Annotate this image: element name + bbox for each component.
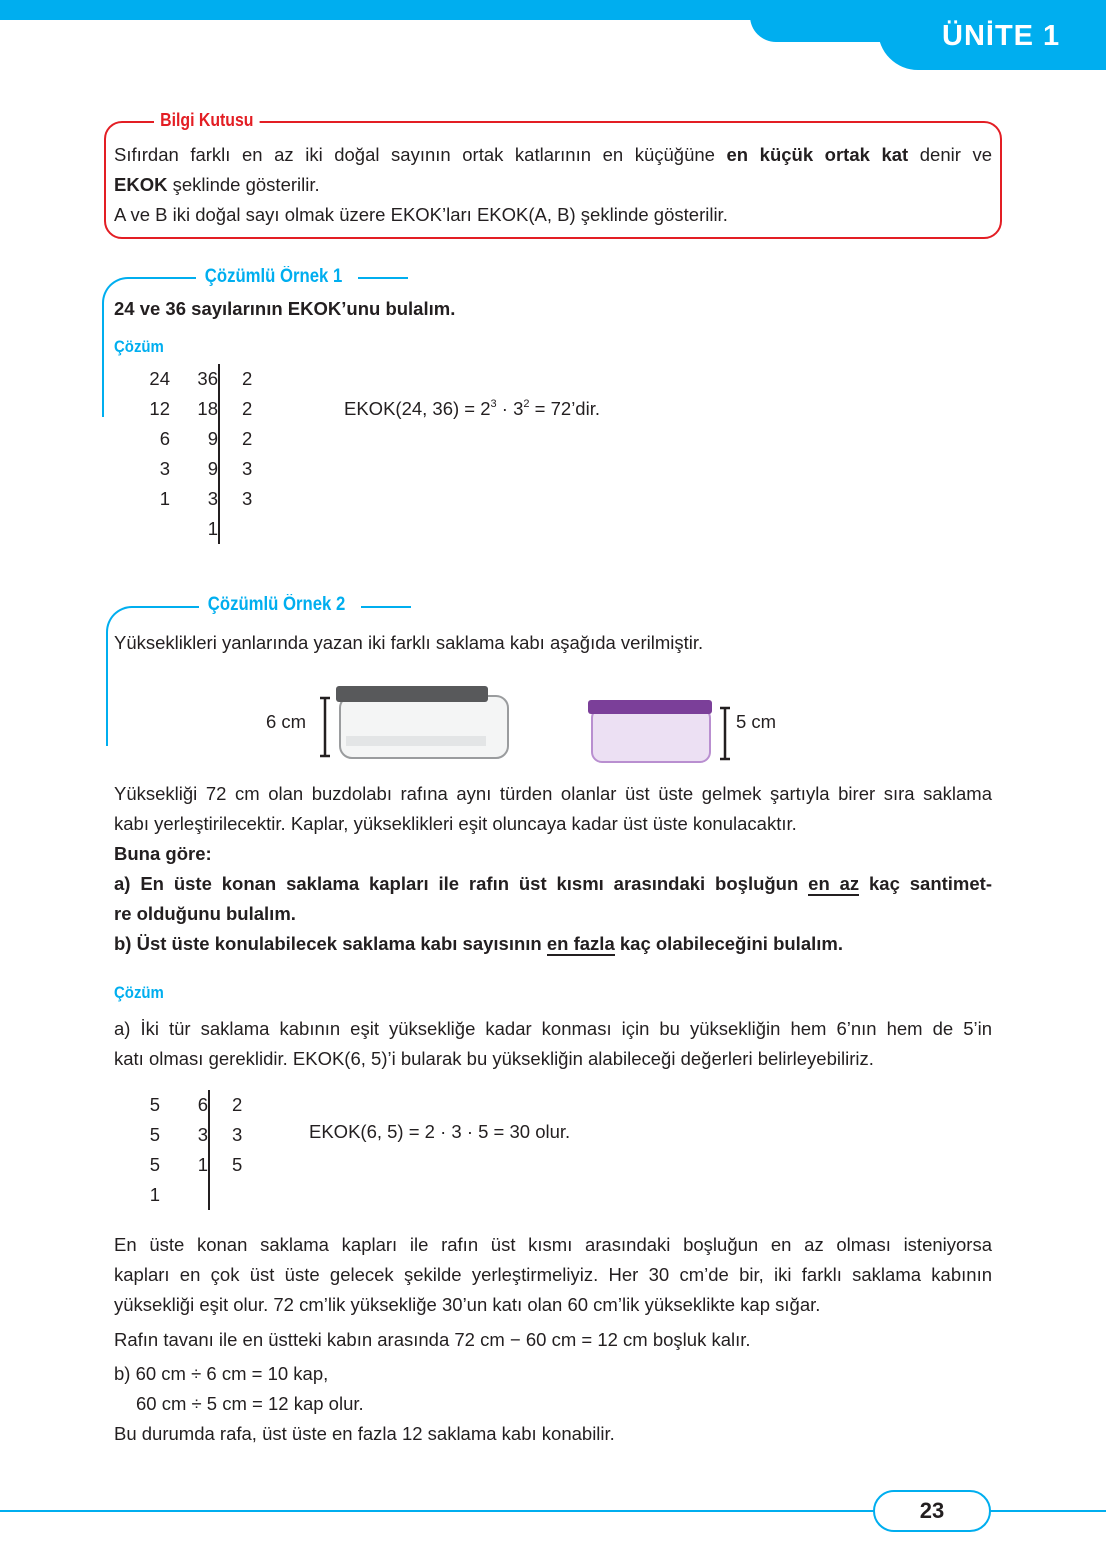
text: Buna göre:: [114, 843, 212, 864]
ladder-cell: 2: [218, 364, 264, 394]
example1-title: Çözümlü Örnek 1: [196, 266, 351, 288]
ladder-cell: 3: [159, 458, 170, 479]
example2-result: EKOK(6, 5) = 2 · 3 · 5 = 30 olur.: [309, 1121, 571, 1142]
unit-label: ÜNİTE 1: [942, 20, 1061, 52]
solution-label: Çözüm: [114, 983, 164, 1002]
page-number: 23: [873, 1490, 991, 1532]
ladder-cell: 2: [208, 1090, 254, 1120]
term: en küçük ortak kat: [726, 144, 909, 165]
ladder-cell: 3: [218, 454, 264, 484]
underlined: en fazla: [546, 933, 615, 954]
ladder-cell: 1: [197, 1154, 208, 1175]
ladder-cell: 5: [149, 1094, 160, 1115]
container2-image: [586, 696, 736, 766]
ladder-cell: 1: [207, 518, 218, 539]
ladder-cell: [140, 514, 170, 544]
example1-question: 24 ve 36 sayılarının EKOK’unu bulalım.: [114, 298, 456, 319]
ladder-cell: 18: [197, 398, 218, 419]
ladder-cell: 9: [207, 458, 218, 479]
ladder-cell: 2: [218, 424, 264, 454]
ladder-cell: 3: [208, 1120, 254, 1150]
factor-ladder: [140, 364, 264, 544]
text: denir ve: [908, 144, 993, 165]
ladder-cell: 5: [149, 1124, 160, 1145]
factor-ladder: [140, 1090, 254, 1210]
ladder-cell: [208, 1180, 254, 1210]
ladder-cell: 2: [218, 394, 264, 424]
info-box-text: [114, 140, 992, 230]
term: EKOK: [114, 174, 168, 195]
ladder-cell: [160, 1180, 208, 1210]
ladder-cell: 3: [218, 484, 264, 514]
ladder-cell: 1: [159, 488, 170, 509]
ladder-cell: [218, 514, 264, 544]
text: A ve B iki doğal sayı olmak üzere EKOK’ları EKOK(A, B) şeklinde gösterilir.: [114, 204, 728, 225]
ladder-cell: 1: [149, 1184, 160, 1205]
ladder-cell: 9: [207, 428, 218, 449]
ladder-cell: 24: [149, 368, 170, 389]
ladder-cell: 3: [197, 1124, 208, 1145]
text: re olduğunu bulalım.: [114, 903, 296, 924]
ladder-cell: 5: [208, 1150, 254, 1180]
solution-label: Çözüm: [114, 337, 164, 356]
ladder-cell: 3: [207, 488, 218, 509]
example2-title: Çözümlü Örnek 2: [199, 594, 354, 616]
divider: [361, 606, 411, 608]
underlined: en az: [808, 873, 860, 894]
text: kabı yerleştirilecektir. Kaplar, yükseklikleri eşit oluncaya kadar üst üste konulacaktır.: [114, 813, 797, 834]
example2-intro: Yükseklikleri yanlarında yazan iki farklı saklama kabı aşağıda verilmiştir.: [114, 632, 704, 653]
text: Yüksekliği 72 cm olan buzdolabı rafına aynı türden olanlar üst üste gelmek şartıyla birer sıra saklama: [114, 783, 992, 804]
solution-text: En üste konan saklama kapları ile rafın üst kısmı arasındaki boşluğun en az olması isteniyorsa kapları en çok üst üste gelecek şekilde yerleştirmeliyiz. Her 30 cm’de bir, iki farklı saklama kabının yüksekliği eşit olur. 72 cm’lik yüksekliğe 30’un katı olan 60 cm’lik yükseklikte kap sığar. Rafın tavanı ile en üstteki kabın arasında 72 cm − 60 cm = 12 cm boşluk kalır. b) 60 cm ÷ 6 cm = 10 kap, 60 cm ÷ 5 cm = 12 kap olur. Bu durumda rafa, üst üste en fazla 12 saklama kabı konabilir.: [114, 1234, 992, 1444]
text: şeklinde gösterilir.: [167, 174, 320, 195]
ladder-cell: 5: [149, 1154, 160, 1175]
info-box-title: Bilgi Kutusu: [154, 110, 260, 131]
container1-height: 6 cm: [266, 711, 307, 732]
text: Sıfırdan farklı en az iki doğal sayının ortak katlarının en küçüğüne: [114, 144, 727, 165]
ladder-cell: 6: [159, 428, 170, 449]
example2-problem: Yüksekliği 72 cm olan buzdolabı rafına aynı türden olanlar üst üste gelmek şartıyla birer sıra saklama kabı yerleştirilecektir. Kaplar, yükseklikleri eşit oluncaya kadar üst üste konulacaktır. Buna göre: a) En üste konan saklama kapları ile rafın üst kısmı arasındaki boşluğun en az kaç santimet- re olduğunu bulalım. b) Üst üste konulabilecek saklama kabı sayısının en fazla kaç olabileceğini bulalım.: [114, 779, 992, 959]
divider: [358, 277, 408, 279]
example1-result: EKOK(24, $36) = 2^3 \cdot 3^2$ = 72’dir.: [344, 398, 600, 419]
solution-text: a) İki tür saklama kabının eşit yüksekliğe kadar konması için bu yüksekliğin hem 6’nın hem de 5’in katı olması gereklidir. EKOK(6, 5)’i bularak bu yüksekliğin alabileceği değerleri belirleyebiliriz.: [114, 1018, 992, 1069]
container1-image: [316, 684, 516, 764]
container2-height: 5 cm: [736, 711, 777, 732]
ladder-cell: 36: [197, 368, 218, 389]
ladder-cell: 6: [197, 1094, 208, 1115]
example-frame: [106, 606, 206, 746]
ladder-cell: 12: [149, 398, 170, 419]
